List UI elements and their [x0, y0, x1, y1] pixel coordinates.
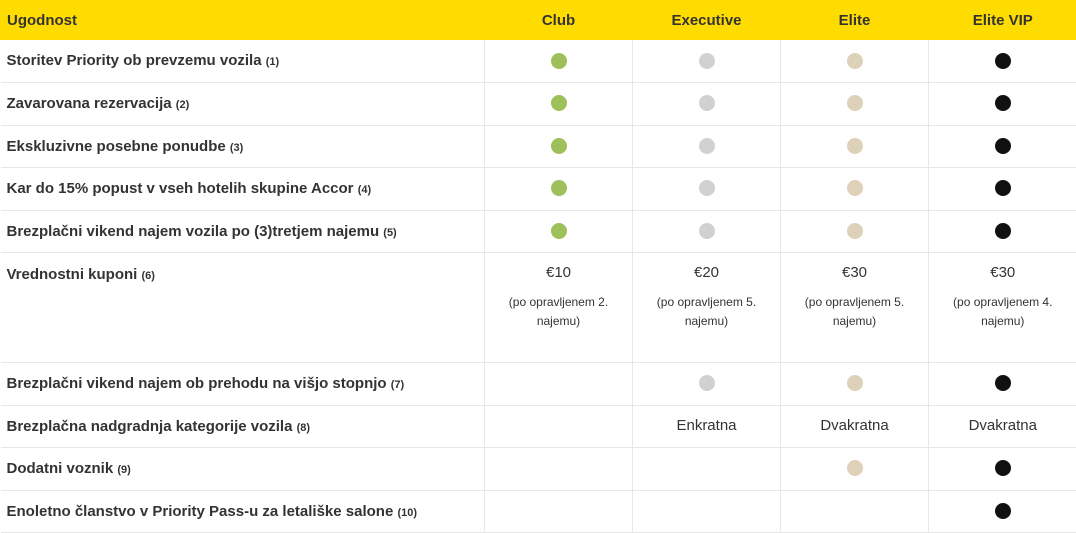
voucher-condition: (po opravljenem 4. najemu) [953, 294, 1053, 328]
tier-cell [633, 405, 781, 447]
availability-dot-icon [847, 95, 863, 111]
table-row [1, 405, 1076, 447]
tier-cell [633, 447, 781, 490]
tier-cell [929, 447, 1076, 490]
availability-dot-icon [995, 460, 1011, 476]
tier-cell [485, 82, 633, 125]
feature-cell [1, 40, 485, 82]
availability-dot-icon [847, 138, 863, 154]
tier-cell [781, 490, 929, 532]
feature-cell [1, 405, 485, 447]
table-row [1, 40, 1076, 82]
feature-cell [1, 490, 485, 532]
tier-cell [929, 252, 1076, 362]
tier-cell [781, 40, 929, 82]
header-feature: Ugodnost [1, 0, 485, 40]
tier-cell [929, 82, 1076, 125]
header-tier-club: Club [485, 0, 633, 40]
feature-label: Ekskluzivne posebne ponudbe [6, 137, 226, 155]
feature-label: Vrednostni kuponi [6, 265, 138, 283]
availability-dot-icon [847, 460, 863, 476]
tier-cell [633, 252, 781, 362]
availability-dot-icon [995, 223, 1011, 239]
table-row [1, 125, 1076, 167]
table-header-row [1, 0, 1076, 40]
tier-cell [929, 125, 1076, 167]
tier-cell [633, 490, 781, 532]
tier-cell [781, 125, 929, 167]
tier-cell [781, 252, 929, 362]
feature-cell [1, 167, 485, 210]
voucher-condition: (po opravljenem 5. najemu) [804, 294, 905, 328]
availability-dot-icon [551, 53, 567, 69]
availability-dot-icon [847, 375, 863, 391]
availability-dot-icon [847, 223, 863, 239]
tier-cell [929, 490, 1076, 532]
tier-cell [485, 125, 633, 167]
tier-cell [781, 362, 929, 405]
feature-label: Brezplačna nadgradnja kategorije vozila [6, 417, 293, 435]
footnote-ref: (7) [390, 379, 405, 391]
tier-cell [485, 447, 633, 490]
feature-label: Storitev Priority ob prevzemu vozila [6, 52, 262, 70]
feature-label: Zavarovana rezervacija [6, 95, 172, 112]
availability-dot-icon [551, 138, 567, 154]
availability-dot-icon [551, 95, 567, 111]
availability-dot-icon [995, 95, 1011, 111]
feature-cell [1, 210, 485, 252]
feature-cell [1, 82, 485, 125]
voucher-value: €30 [841, 263, 868, 281]
availability-dot-icon [995, 503, 1011, 519]
availability-dot-icon [699, 223, 715, 239]
tier-cell [781, 82, 929, 125]
tier-cell [633, 167, 781, 210]
table-row [1, 252, 1076, 362]
table-row [1, 167, 1076, 210]
feature-label: Enoletno članstvo v Priority Pass-u za letališke salone [6, 502, 394, 520]
tier-cell [485, 405, 633, 447]
table-row [1, 447, 1076, 490]
feature-cell [1, 252, 485, 362]
voucher-value: €10 [545, 263, 572, 281]
footnote-ref: (5) [383, 226, 397, 239]
tier-cell [781, 210, 929, 252]
availability-dot-icon [699, 95, 715, 111]
tier-cell [485, 167, 633, 210]
availability-dot-icon [551, 223, 567, 239]
tier-cell [485, 210, 633, 252]
table-row [1, 362, 1076, 405]
footnote-ref: (9) [117, 464, 131, 476]
availability-dot-icon [847, 53, 863, 69]
tier-cell [633, 125, 781, 167]
upgrade-count: Enkratna [676, 417, 737, 434]
table-row [1, 82, 1076, 125]
footnote-ref: (3) [229, 141, 244, 154]
feature-cell [1, 125, 485, 167]
feature-cell [1, 362, 485, 405]
feature-label: Kar do 15% popust v vseh hotelih skupine Accor [6, 180, 354, 197]
tier-cell [485, 490, 633, 532]
tier-cell [781, 167, 929, 210]
tier-cell [485, 362, 633, 405]
tier-cell [485, 252, 633, 362]
tier-cell [929, 210, 1076, 252]
tier-cell [781, 405, 929, 447]
voucher-condition: (po opravljenem 2. najemu) [508, 294, 609, 328]
feature-label: Dodatni voznik [6, 460, 114, 477]
availability-dot-icon [699, 375, 715, 391]
feature-cell [1, 447, 485, 490]
upgrade-count: Dvakratna [820, 417, 889, 434]
availability-dot-icon [995, 138, 1011, 154]
header-tier-executive: Executive [633, 0, 781, 40]
feature-label: Brezplačni vikend najem vozila po (3)tretjem najemu [6, 222, 380, 240]
footnote-ref: (4) [357, 184, 372, 196]
footnote-ref: (1) [265, 56, 280, 69]
table-row [1, 210, 1076, 252]
header-tier-elite: Elite [781, 0, 929, 40]
table-row [1, 490, 1076, 532]
tier-cell [781, 447, 929, 490]
tier-cell [929, 405, 1076, 447]
upgrade-count: Dvakratna [968, 417, 1037, 434]
voucher-value: €20 [693, 263, 720, 281]
header-tier-elite-vip: Elite VIP [929, 0, 1076, 40]
voucher-condition: (po opravljenem 5. najemu) [656, 294, 757, 328]
availability-dot-icon [995, 375, 1011, 391]
availability-dot-icon [995, 53, 1011, 69]
availability-dot-icon [847, 180, 863, 196]
availability-dot-icon [699, 53, 715, 69]
footnote-ref: (2) [175, 99, 190, 111]
availability-dot-icon [699, 180, 715, 196]
tier-cell [633, 40, 781, 82]
availability-dot-icon [551, 180, 567, 196]
footnote-ref: (6) [141, 269, 155, 282]
footnote-ref: (10) [397, 506, 418, 519]
tier-cell [633, 210, 781, 252]
tier-cell [633, 82, 781, 125]
tier-cell [929, 40, 1076, 82]
voucher-value: €30 [990, 263, 1016, 281]
tier-cell [485, 40, 633, 82]
footnote-ref: (8) [296, 421, 311, 434]
tier-cell [929, 362, 1076, 405]
tier-cell [633, 362, 781, 405]
availability-dot-icon [699, 138, 715, 154]
feature-label: Brezplačni vikend najem ob prehodu na višjo stopnjo [6, 375, 387, 392]
availability-dot-icon [995, 180, 1011, 196]
tier-cell [929, 167, 1076, 210]
